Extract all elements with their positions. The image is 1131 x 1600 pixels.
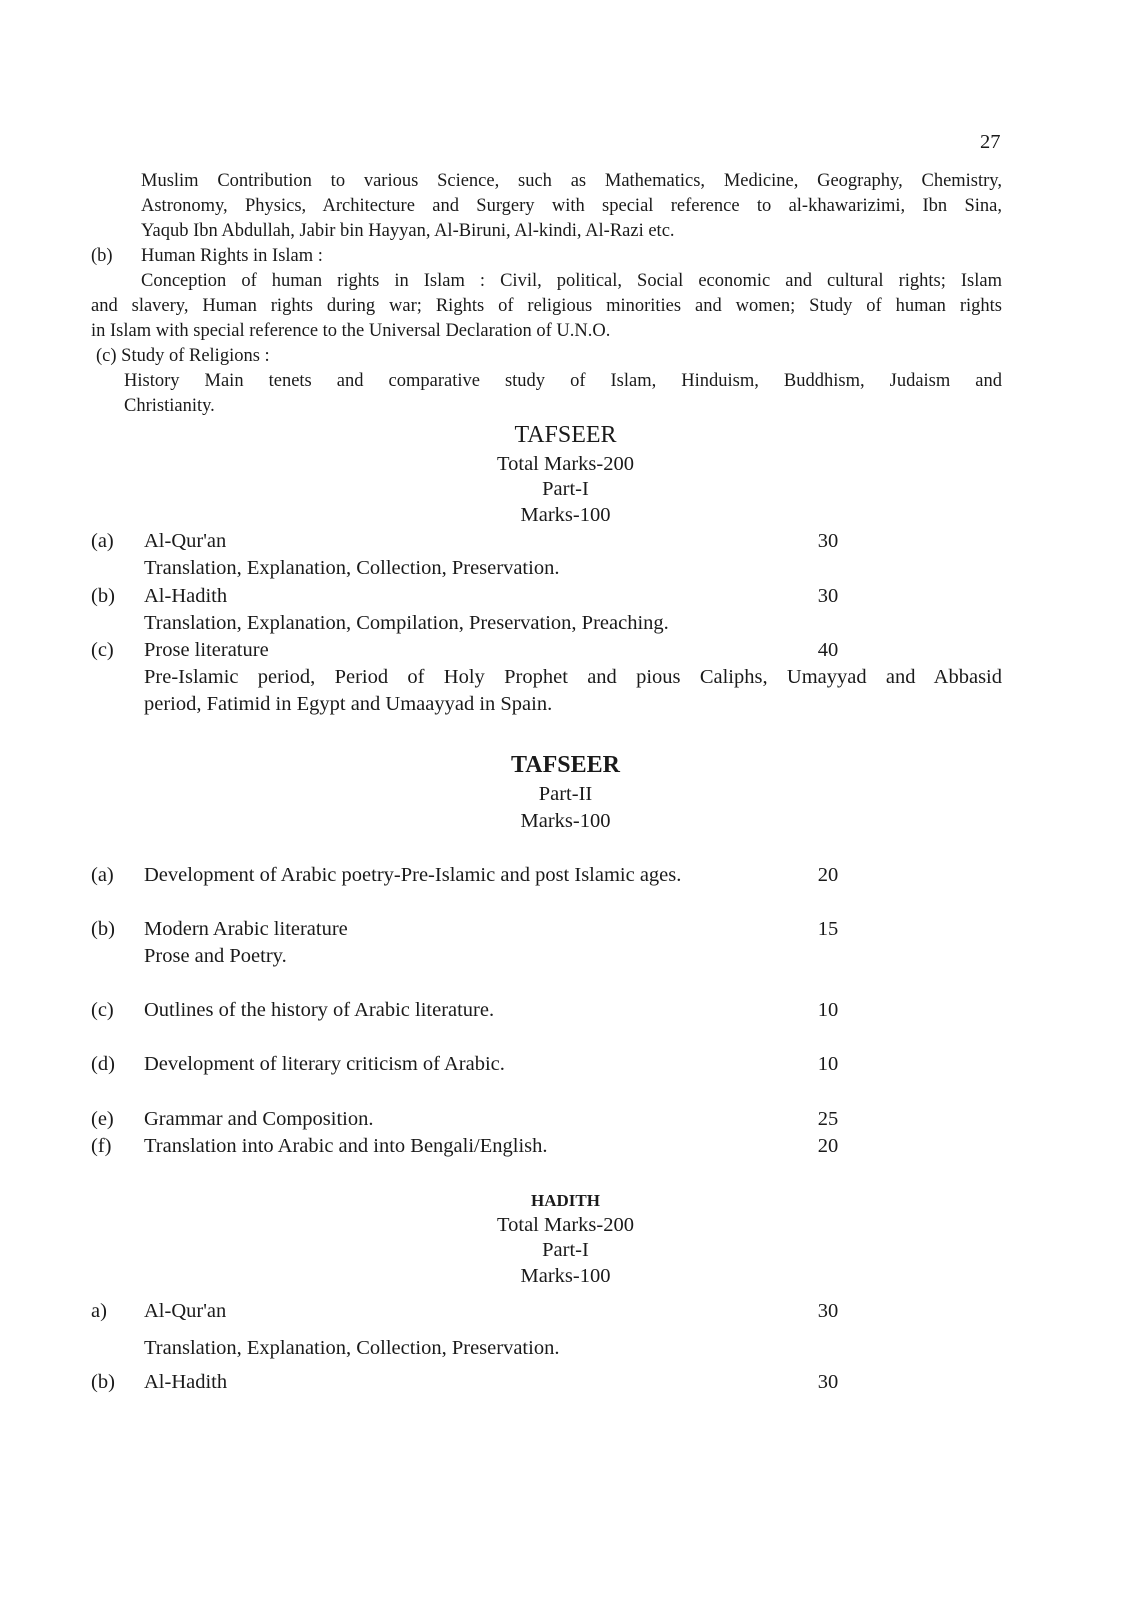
human-rights-title: Human Rights in Islam : [141, 246, 323, 266]
item-marks: 30 [817, 585, 839, 607]
hadith-total-marks: Total Marks-200 [497, 1214, 634, 1236]
item-title: Outlines of the history of Arabic literature. [144, 999, 495, 1021]
item-title: Modern Arabic literature [144, 918, 348, 940]
science-line-1: Muslim Contribution to various Science, such as Mathematics, Medicine, Geography, Chemistry, [141, 171, 1002, 191]
hadith-part: Part-I [542, 1239, 589, 1261]
item-marks: 10 [817, 999, 839, 1021]
human-rights-line-1: Conception of human rights in Islam : Civil, political, Social economic and cultural rights; Islam [141, 271, 1002, 291]
tafseer-heading: TAFSEER [514, 422, 617, 448]
item-title: Al-Qur'an [144, 1300, 227, 1322]
item-label: (b) [91, 918, 115, 940]
item-label: a) [91, 1300, 107, 1322]
item-label: (d) [91, 1053, 115, 1075]
item-description-line-1: Pre-Islamic period, Period of Holy Prophet and pious Caliphs, Umayyad and Abbasid [144, 666, 1002, 688]
item-marks: 30 [817, 1371, 839, 1393]
item-description-line-2: period, Fatimid in Egypt and Umaayyad in Spain. [144, 693, 553, 715]
religions-title: (c) Study of Religions : [96, 346, 270, 366]
item-marks: 10 [817, 1053, 839, 1075]
item-marks: 40 [817, 639, 839, 661]
item-title: Al-Qur'an [144, 530, 227, 552]
item-description: Translation, Explanation, Collection, Preservation. [144, 1337, 560, 1359]
item-label: (f) [91, 1135, 112, 1157]
item-label: (c) [91, 999, 114, 1021]
item-title: Prose literature [144, 639, 269, 661]
human-rights-line-2: and slavery, Human rights during war; Rights of religious minorities and women; Study of human rights [91, 296, 1002, 316]
item-title: Al-Hadith [144, 1371, 228, 1393]
item-label: (b) [91, 1371, 115, 1393]
item-label: (a) [91, 530, 114, 552]
item-label: (c) [91, 639, 114, 661]
science-line-2: Astronomy, Physics, Architecture and Surgery with special reference to al-khawarizimi, Ibn Sina, [141, 196, 1002, 216]
tafseer-2-heading: TAFSEER [511, 752, 620, 778]
item-marks: 30 [817, 530, 839, 552]
item-label: (a) [91, 864, 114, 886]
item-title: Translation into Arabic and into Bengali/English. [144, 1135, 548, 1157]
tafseer-2-part: Part-II [538, 783, 593, 805]
science-line-3: Yaqub Ibn Abdullah, Jabir bin Hayyan, Al-Biruni, Al-kindi, Al-Razi etc. [141, 221, 675, 241]
tafseer-part: Part-I [542, 478, 589, 500]
item-title: Development of literary criticism of Arabic. [144, 1053, 505, 1075]
item-description: Translation, Explanation, Compilation, Preservation, Preaching. [144, 612, 669, 634]
item-marks: 30 [817, 1300, 839, 1322]
item-marks: 25 [817, 1108, 839, 1130]
item-title: Al-Hadith [144, 585, 228, 607]
item-description: Translation, Explanation, Collection, Preservation. [144, 557, 560, 579]
human-rights-label: (b) [91, 246, 113, 266]
item-description: Prose and Poetry. [144, 945, 287, 967]
item-title: Development of Arabic poetry-Pre-Islamic and post Islamic ages. [144, 864, 682, 886]
item-marks: 20 [817, 864, 839, 886]
religions-line-2: Christianity. [124, 396, 215, 416]
item-marks: 15 [817, 918, 839, 940]
item-marks: 20 [817, 1135, 839, 1157]
page-number: 27 [980, 131, 1001, 153]
religions-line-1: History Main tenets and comparative study of Islam, Hinduism, Buddhism, Judaism and [124, 371, 1002, 391]
tafseer-2-marks: Marks-100 [520, 810, 611, 832]
hadith-marks: Marks-100 [520, 1265, 611, 1287]
tafseer-total-marks: Total Marks-200 [497, 453, 634, 475]
item-title: Grammar and Composition. [144, 1108, 374, 1130]
hadith-heading: HADITH [531, 1191, 600, 1210]
item-label: (e) [91, 1108, 114, 1130]
tafseer-marks: Marks-100 [520, 504, 611, 526]
human-rights-line-3: in Islam with special reference to the Universal Declaration of U.N.O. [91, 321, 611, 341]
item-label: (b) [91, 585, 115, 607]
